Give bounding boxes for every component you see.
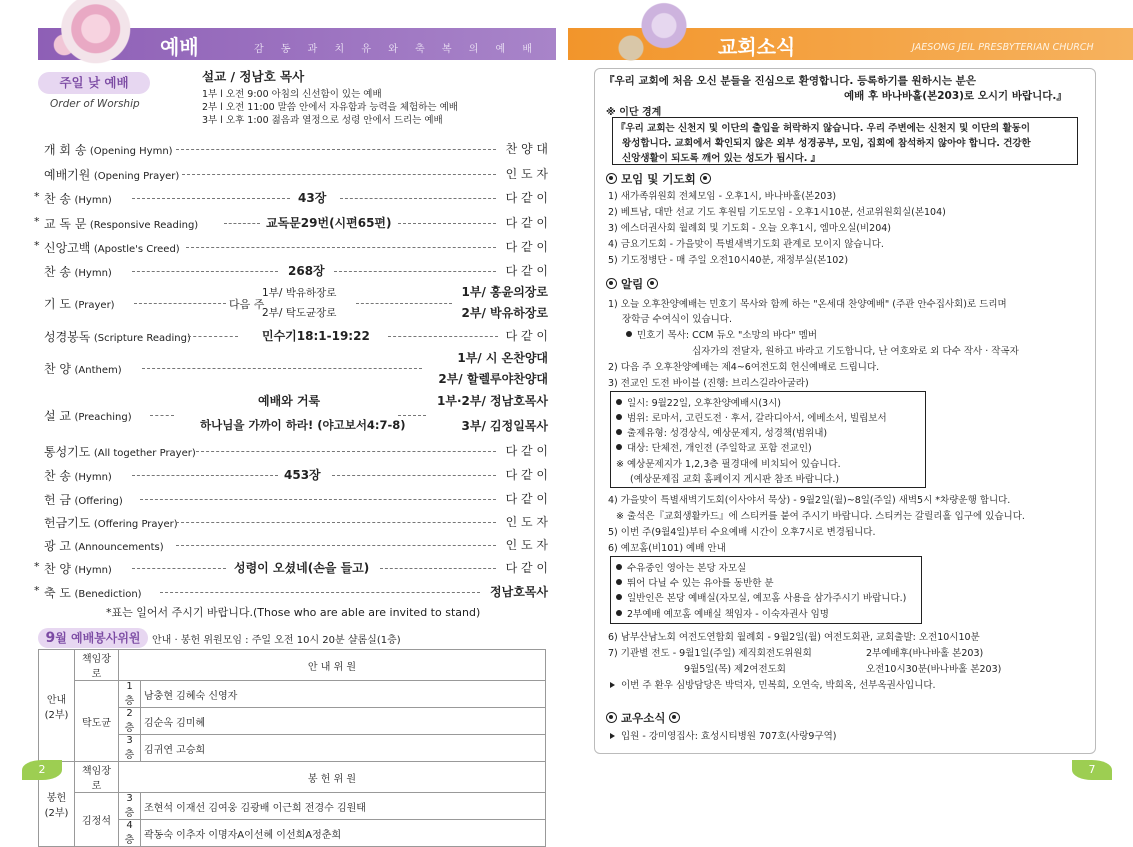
meetings-title: 모임 및 기도회: [606, 171, 711, 187]
prayer-right-1: 1부/ 홍윤의장로: [461, 285, 548, 299]
cult-warning-line: 왕성합니다. 교회에서 확인되지 않은 외부 성경공부, 모임, 집회에 참석하지 않아야 합니다. 건강한: [622, 138, 1031, 149]
flower-image: [38, 0, 143, 64]
list-item: 일시: 9월22일, 오후찬양예배시(3시): [616, 395, 781, 409]
sermon-title: 예배와 거룩: [258, 394, 321, 408]
list-item: 6) 예꼬홈(비101) 예배 안내: [608, 543, 726, 554]
bullet-icon: [616, 399, 622, 405]
bullet-icon: [616, 564, 622, 570]
bullet-icon: [626, 331, 632, 337]
order-row: * 찬 양 (Hymn) 성령이 오셨네(손을 들고) 다 같 이: [34, 560, 548, 576]
circle-bullet-icon: [606, 278, 617, 289]
circle-bullet-icon: [606, 173, 617, 184]
list-item: 2) 베트남, 대만 선교 기도 후원팀 기도모임 - 오후1시10분, 선교위원회실(본104): [608, 207, 946, 218]
list-item: 수유중인 영아는 본당 자모실: [616, 560, 746, 574]
bullet-icon: [616, 579, 622, 585]
left-header-subtitle: 감 동 과 치 유 와 축 복 의 예 배: [254, 44, 540, 55]
worship-badge: 주일 낮 예배: [38, 72, 150, 94]
notices-title: 알림: [606, 276, 658, 292]
guide-elder: 탁도균: [75, 681, 119, 762]
welcome-line-1: 『우리 교회에 처음 오신 분들을 진심으로 환영합니다. 등록하기를 원하시는 분은: [604, 75, 976, 87]
order-row: 통성기도 (All together Prayer) 다 같 이: [44, 444, 548, 459]
list-item: 3) 에스더권사회 월례회 및 기도회 - 오늘 오후1시, 엠마오실(비204): [608, 223, 892, 234]
order-row: 광 고 (Announcements) 인 도 자: [44, 538, 548, 553]
bullet-icon: [616, 429, 622, 435]
list-item: 뛰어 다닐 수 있는 유아를 동반한 분: [616, 575, 774, 589]
worship-badge-en: Order of Worship: [50, 98, 140, 110]
offer-group: 봉헌 (2부): [39, 762, 75, 847]
service-time: 2부 l 오전 11:00 말씀 안에서 자유함과 능력을 체험하는 예배: [202, 102, 458, 113]
volunteer-badge: 9월 예배봉사위원: [38, 628, 148, 648]
list-item: 대상: 단체전, 개인전 (주일학교 포함 전교인): [616, 440, 812, 454]
table-row: 김귀연 고승희: [141, 735, 546, 762]
offer-elder: 김정석: [75, 793, 119, 847]
triangle-bullet-icon: [610, 733, 615, 739]
left-header-title: 예배: [160, 35, 199, 59]
list-item: 범위: 로마서, 고린도전 · 후서, 갈라디아서, 에베소서, 빌립보서: [616, 410, 887, 424]
bullet-icon: [616, 444, 622, 450]
list-item: 장학금 수여식이 있습니다.: [622, 314, 733, 325]
circle-bullet-icon: [669, 712, 680, 723]
anthem-right-1: 1부/ 시 온찬양대: [457, 351, 548, 365]
guide-group: 안내 (2부): [39, 650, 75, 762]
order-row: 개 회 송 (Opening Hymn) 찬 양 대: [44, 142, 548, 157]
stand-note: *표는 일어서 주시기 바랍니다.(Those who are able are invited to stand): [106, 606, 481, 619]
list-item: 민호기 목사: CCM 듀오 "소망의 바다" 멤버: [626, 327, 817, 341]
page-number-left: 2: [22, 760, 62, 780]
list-item: 2부예배 예꼬홈 예배실 책임자 - 이숙자권사 임명: [616, 606, 829, 620]
list-item: 9월5일(목) 제2여전도회: [684, 664, 786, 675]
members-title: 교우소식: [606, 710, 680, 726]
prayer-next-1: 1부/ 박유하장로: [262, 287, 337, 299]
list-item: 3) 전교인 도전 바이블 (진행: 브리스길라아굴라): [608, 378, 809, 389]
order-row: * 축 도 (Benediction) 정남호목사: [34, 584, 548, 600]
list-item: ※ 출석은『교회생활카드』에 스티커를 붙여 주시기 바랍니다. 스티커는 갈릴리홀 입구에 있습니다.: [616, 511, 1025, 522]
prayer-right-2: 2부/ 박유하장로: [461, 306, 548, 320]
order-row-prayer: 기 도 (Prayer) 다음 주: [36, 293, 548, 313]
bullet-icon: [616, 414, 622, 420]
service-time: 3부 l 오후 1:00 젊음과 열정으로 성령 안에서 드리는 예배: [202, 115, 443, 126]
right-header-title: 교회소식: [718, 35, 796, 59]
order-row: 찬 송 (Hymn) 453장 다 같 이: [44, 468, 548, 483]
list-item: 4) 가을맞이 특별새벽기도회(이사야서 묵상) - 9월2일(월)~8일(주일) 새벽5시 *차량운행 합니다.: [608, 495, 1011, 506]
order-row: * 신앙고백 (Apostle's Creed) 다 같 이: [34, 239, 548, 255]
list-item: 6) 남부산남노회 여전도연합회 월례회 - 9월2일(월) 여전도회관, 교회출발: 오전10시10분: [608, 632, 980, 643]
list-item: ※ 예상문제지가 1,2,3층 필경대에 비치되어 있습니다.: [616, 459, 841, 470]
preacher-2: 3부/ 김정일목사: [461, 419, 548, 433]
circle-bullet-icon: [647, 278, 658, 289]
order-row-scripture: 성경봉독 (Scripture Reading) 민수기18:1-19:22 다 같 이: [44, 329, 548, 344]
table-row: 곽동숙 이추자 이명자A이선혜 이선희A정춘희: [141, 820, 546, 847]
list-item: 입원 - 강미영집사: 효성시티병원 707호(사랑9구역): [610, 728, 836, 742]
order-row: 헌금기도 (Offering Prayer) 인 도 자: [44, 515, 548, 530]
page-number-right: 7: [1072, 760, 1112, 780]
order-row: 찬 송 (Hymn) 268장 다 같 이: [44, 264, 548, 279]
list-item: 5) 이번 주(9월4일)부터 수요예배 시간이 오후7시로 변경됩니다.: [608, 527, 876, 538]
order-row: 헌 금 (Offering) 다 같 이: [44, 492, 548, 507]
cult-warning-line: 『우리 교회는 신천지 및 이단의 출입을 허락하지 않습니다. 우리 주변에는 신천지 및 이단의 활동이: [616, 123, 1031, 134]
bullet-icon: [616, 594, 622, 600]
order-row-anthem: 찬 양 (Anthem): [36, 358, 548, 378]
list-item: 4) 금요기도회 - 가을맞이 특별새벽기도회 관계로 모이지 않습니다.: [608, 239, 884, 250]
list-item: (예상문제집 교회 홈페이지 게시판 참조 바랍니다.): [630, 474, 840, 485]
table-row: 조현석 이재선 김여웅 김광배 이근희 전경수 김원태: [141, 793, 546, 820]
list-item: 1) 오늘 오후찬양예배는 민호기 목사와 함께 하는 "온세대 찬양예배" (주관 안수집사회)로 드리며: [608, 299, 1007, 310]
cult-warning-line: 신앙생활이 되도록 깨어 있는 성도가 됩시다. 』: [622, 153, 821, 164]
order-row: 예배기원 (Opening Prayer) 인 도 자: [44, 167, 548, 182]
list-item: 5) 기도정병단 - 매 주일 오전10시40분, 재정부실(본102): [608, 255, 849, 266]
circle-bullet-icon: [700, 173, 711, 184]
list-item: 2) 다음 주 오후찬양예배는 제4~6여전도회 헌신예배로 드립니다.: [608, 362, 880, 373]
volunteer-table: 안내 (2부) 책임장로 안 내 위 원 탁도균 1층 남충현 김혜숙 신영자 2층 김순옥 김미혜 3층 김귀연 고승희 봉헌 (2부) 책임장로 봉 헌 위 원 김정석 3층 조현석 이재선 김여웅 김광배 이근희 전경수 김원태 4층 곽동숙 이추자 이명자A이선혜 이선희A정춘희: [38, 649, 546, 847]
service-time: 1부 l 오전 9:00 아침의 신선함이 있는 예배: [202, 89, 382, 100]
table-row: 김순옥 김미혜: [141, 708, 546, 735]
sermon-heading: 설교 / 정남호 목사: [202, 69, 305, 84]
order-row: * 찬 송 (Hymn) 43장 다 같 이: [34, 190, 548, 206]
list-item: 출제유형: 성경상식, 예상문제지, 성경책(범위내): [616, 425, 827, 439]
welcome-line-2: 예배 후 바나바홀(본203)로 오시기 바랍니다.』: [844, 90, 1067, 102]
list-item: 2부예배후(바나바홀 본203): [866, 648, 984, 659]
list-item: 7) 기관별 전도 - 9월1일(주일) 제직회전도위원회: [608, 648, 812, 659]
triangle-bullet-icon: [610, 682, 615, 688]
list-item: 오전10시30분(바나바홀 본203): [866, 664, 1002, 675]
sermon-subtitle: 하나님을 가까이 하라! (야고보서4:7-8): [200, 418, 406, 432]
circle-bullet-icon: [606, 712, 617, 723]
right-header-subtitle: JAESONG JEIL PRESBYTERIAN CHURCH: [912, 42, 1094, 53]
list-item: 이번 주 환우 심방담당은 박덕자, 민복희, 오연숙, 박희옥, 선부옥권사입니다.: [610, 677, 936, 691]
bullet-icon: [616, 610, 622, 616]
list-item: 일반인은 본당 예배실(자모실, 예꼬홈 사용을 삼가주시기 바랍니다.): [616, 590, 906, 604]
flower-image: [598, 0, 708, 64]
order-row: * 교 독 문 (Responsive Reading) 교독문29번(시편65편) 다 같 이: [34, 215, 548, 231]
list-item: 십자가의 전달자, 원하고 바라고 기도합니다, 난 여호와로 외 다수 작사 · 작곡자: [692, 346, 1019, 357]
table-row: 남충현 김혜숙 신영자: [141, 681, 546, 708]
volunteer-info: 안내 · 봉헌 위원모임 : 주일 오전 10시 20분 샬롬실(1층): [152, 635, 401, 646]
preacher-1: 1부·2부/ 정남호목사: [437, 394, 548, 408]
anthem-right-2: 2부/ 할렐루야찬양대: [438, 372, 548, 386]
prayer-next-2: 2부/ 탁도균장로: [262, 307, 337, 319]
order-row-preaching: 설 교 (Preaching): [36, 405, 548, 425]
cult-warning-title: ※ 이단 경계: [606, 107, 662, 118]
list-item: 1) 새가족위원회 전체모임 - 오후1시, 바나바홀(본203): [608, 191, 837, 202]
